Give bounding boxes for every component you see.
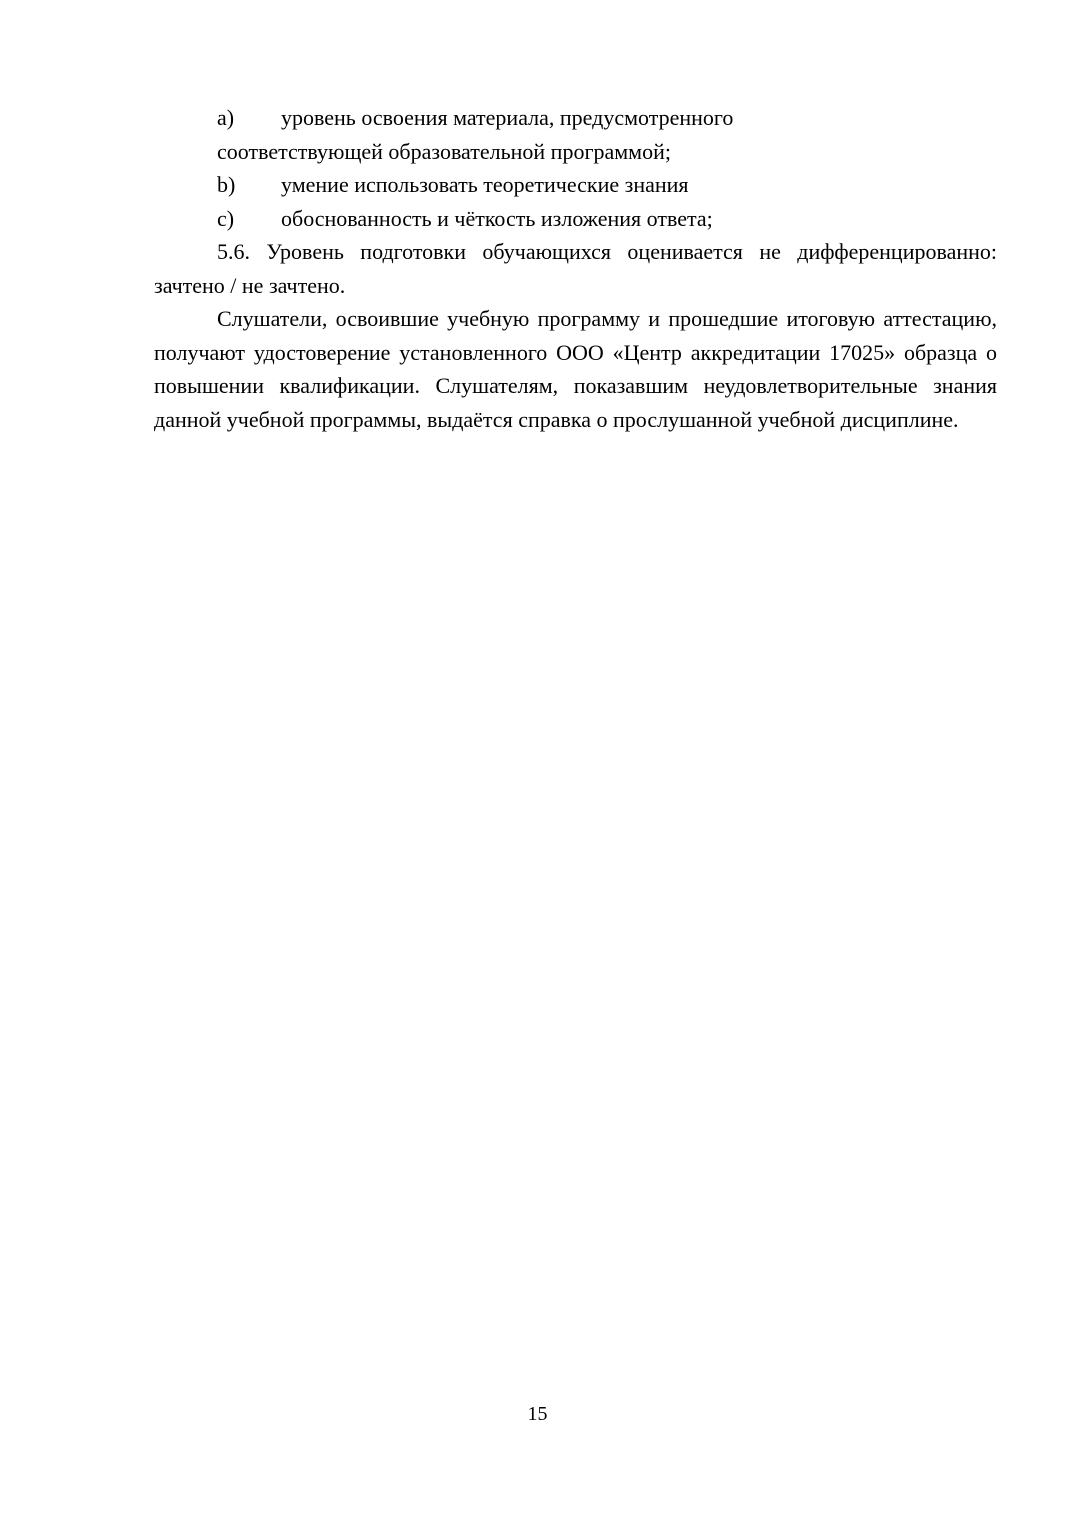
list-item-b <box>154 168 997 202</box>
list-item-continuation-text: соответствующей образовательной программой; <box>217 138 671 164</box>
list-item-a <box>154 101 997 135</box>
list-item-text: уровень освоения материала, предусмотренного <box>281 105 734 130</box>
list-item-text: умение использовать теоретические знания <box>281 172 689 197</box>
paragraph-certificate: Слушатели, освоившие учебную программу и прошедшие итоговую аттестацию, получают удостоверение установленного ООО «Центр аккредитации 17025» образца о повышении квалификации. Слушателям, показавшим неудовлетворительные знания данной учебной программы, выдаётся справка о прослушанной учебной дисциплине. <box>154 306 997 432</box>
page-number: 15 <box>527 1403 548 1425</box>
page-content <box>154 101 997 436</box>
list-marker: a) <box>217 105 235 130</box>
list-marker: c) <box>217 205 235 231</box>
list-item-c <box>154 202 997 236</box>
list-item-text: обоснованность и чёткость изложения ответа; <box>281 205 713 231</box>
list-marker: b) <box>217 172 236 197</box>
list-item-a-continuation <box>154 135 997 169</box>
paragraph-assessment-level: 5.6. Уровень подготовки обучающихся оценивается не дифференцированно: зачтено / не зачтено. <box>154 239 997 298</box>
